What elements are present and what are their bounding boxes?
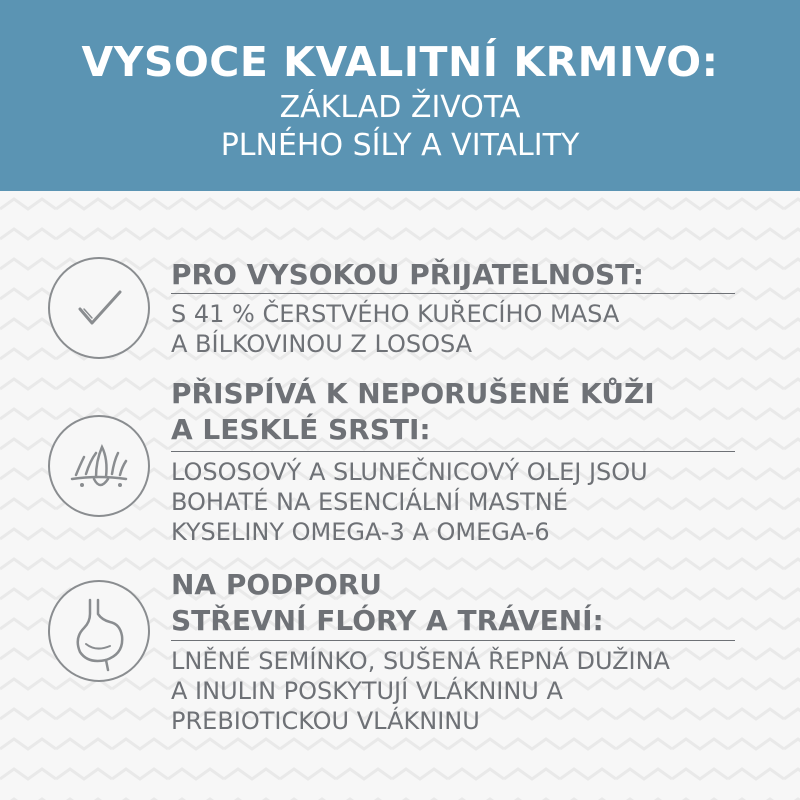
header-subtitle-line-1: ZÁKLAD ŽIVOTA <box>279 90 521 125</box>
feature-text-line: LNĚNÉ SEMÍNKO, SUŠENÁ ŘEPNÁ DUŽINA <box>171 647 670 675</box>
header-banner <box>0 0 800 191</box>
feature-divider <box>171 451 735 452</box>
feature-title-line-1: PŘISPÍVÁ K NEPORUŠENÉ KŮŽI <box>171 377 655 410</box>
feature-text-line: PREBIOTICKOU VLÁKNINU <box>171 707 480 735</box>
feature-text-line: BOHATÉ NA ESENCIÁLNÍ MASTNÉ <box>171 488 568 516</box>
header-title: VYSOCE KVALITNÍ KRMIVO: <box>81 38 719 86</box>
feature-text-line: S 41 % ČERSTVÉHO KUŘECÍHO MASA <box>171 300 620 328</box>
checkmark-icon <box>48 257 150 359</box>
feature-divider <box>171 293 735 294</box>
feature-divider <box>171 640 735 641</box>
feature-text-line: A INULIN POSKYTUJÍ VLÁKNINU A <box>171 677 563 705</box>
feature-text-line: LOSOSOVÝ A SLUNEČNICOVÝ OLEJ JSOU <box>171 458 648 486</box>
feature-title-line-2: STŘEVNÍ FLÓRY A TRÁVENÍ: <box>171 604 604 637</box>
feature-text-line: KYSELINY OMEGA-3 A OMEGA-6 <box>171 518 550 546</box>
feature-title: PRO VYSOKOU PŘIJATELNOST: <box>171 258 644 291</box>
feature-title-line-1: NA PODPORU <box>171 568 383 601</box>
hair-skin-icon <box>48 415 150 517</box>
feature-title-line-2: A LESKLÉ SRSTI: <box>171 413 431 446</box>
feature-text-line: A BÍLKOVINOU Z LOSOSA <box>171 330 473 358</box>
stomach-icon <box>48 580 150 682</box>
header-subtitle-line-2: PLNÉHO SÍLY A VITALITY <box>220 128 580 163</box>
